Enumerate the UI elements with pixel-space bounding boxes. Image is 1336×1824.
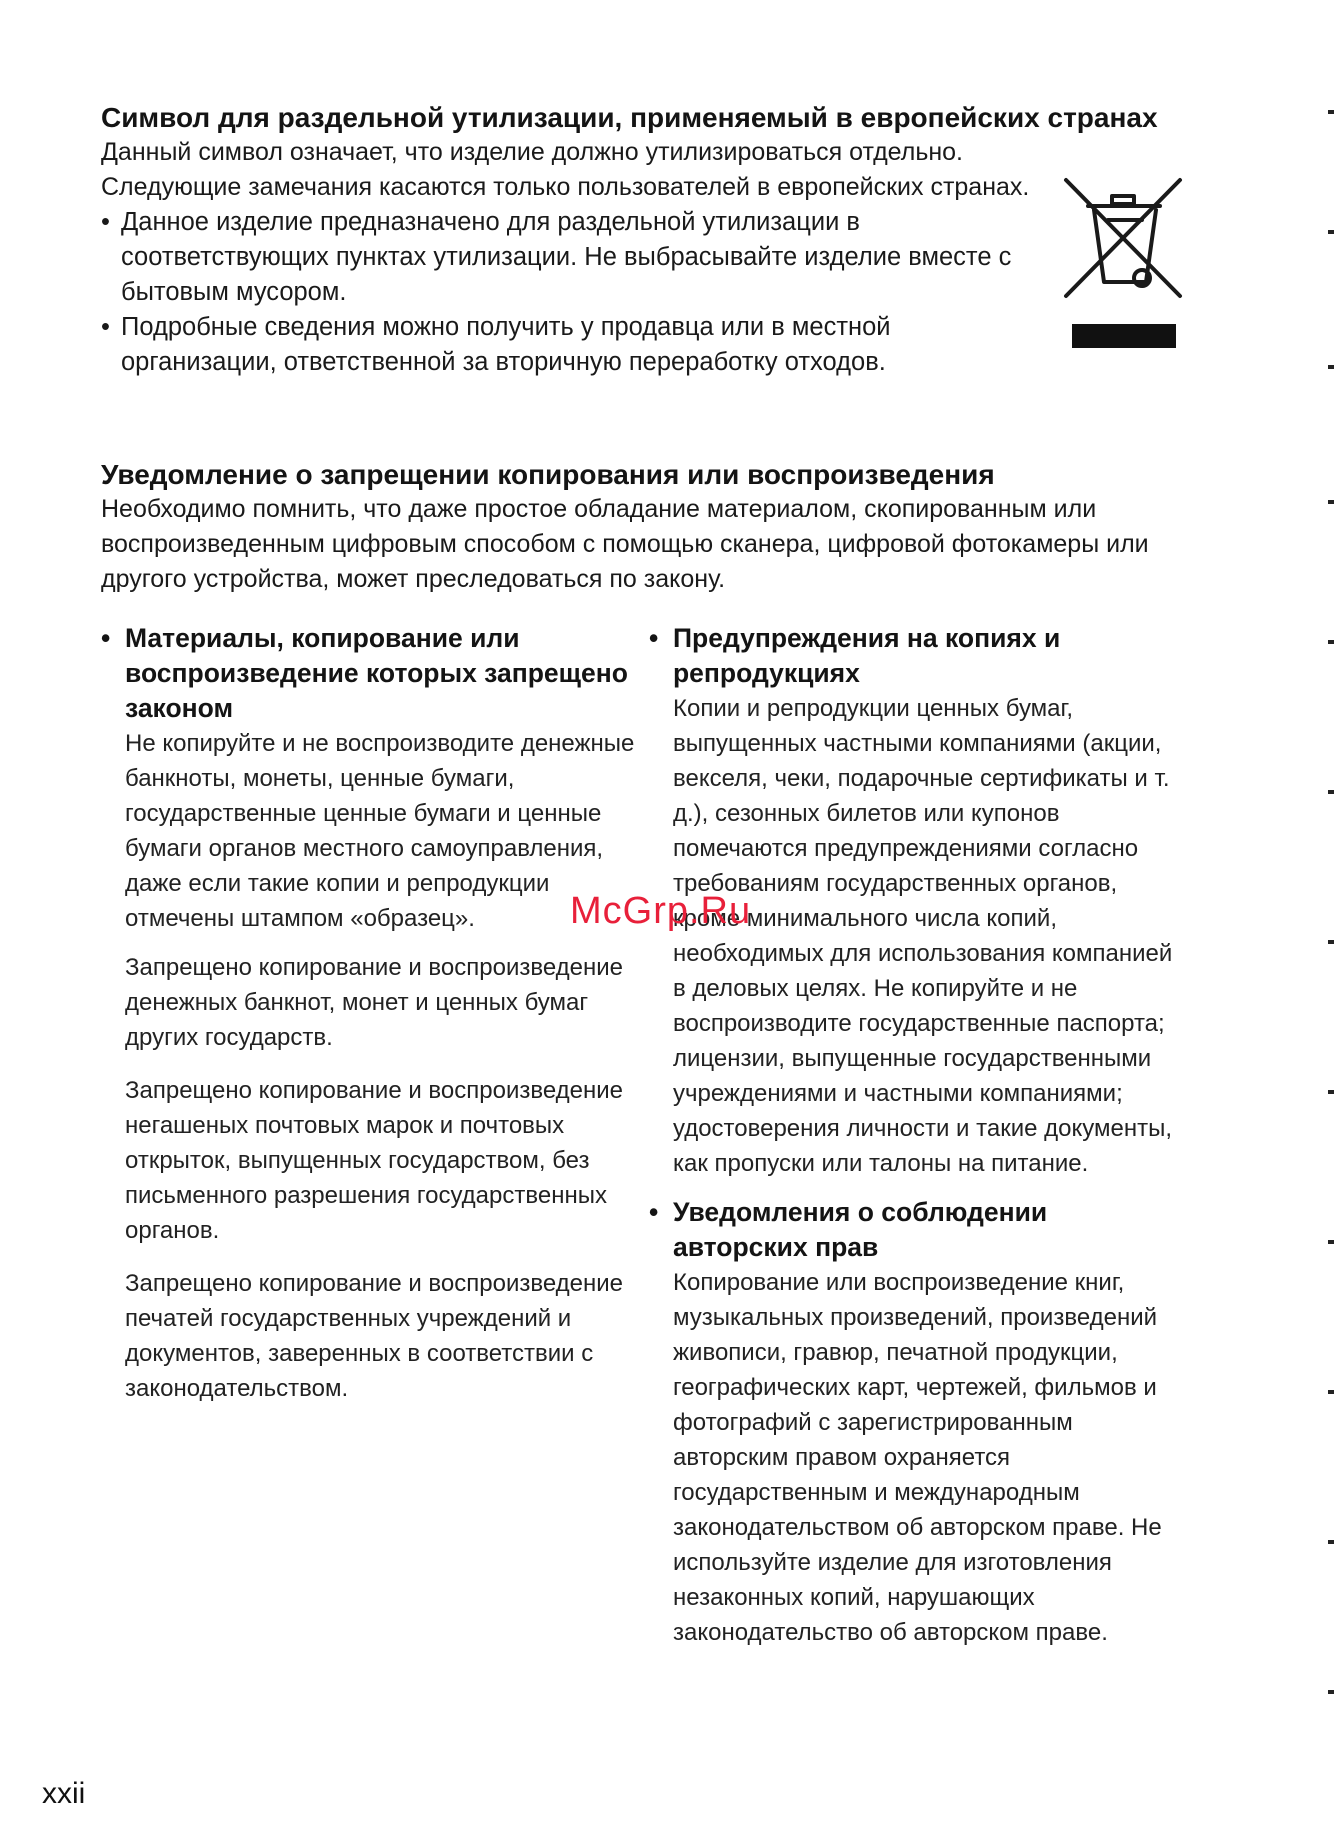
copy-notice-title: Уведомление о запрещении копирования или воспроизведения (101, 459, 995, 490)
prohibited-paragraph: Запрещено копирование и воспроизведение денежных банкнот, монет и ценных бумаг других государств. (125, 954, 624, 1051)
prohibited-paragraph: Не копируйте и не воспроизводите денежные банкноты, монеты, ценные бумаги, государственные ценные бумаги и ценные бумаги органов местного самоуправления, даже если такие копии и репродукции отмечены штампом «образец». (125, 730, 635, 932)
warnings-heading: • Предупреждения на копиях и репродукциях (649, 623, 1061, 688)
copyright-heading: • Уведомления о соблюдении авторских прав (649, 1197, 1048, 1262)
watermark: McGrp.Ru (570, 890, 752, 932)
disposal-title: Символ для раздельной утилизации, применяемый в европейских странах (101, 102, 1158, 133)
crossed-out-wheelie-bin-icon (1058, 174, 1188, 350)
disposal-section (101, 100, 1191, 380)
warnings-text: Копии и репродукции ценных бумаг, выпущенных частными компаниями (акции, векселя, чеки, подарочные сертификаты и т. д.), сезонных билетов или купонов помечаются предупреждениями согласно требованиям государственных органов, кроме минимального числа копий, необходимых для использования компанией в деловых целях. Не копируйте и не воспроизводите государственные паспорта; лицензии, выпущенные государственными учреждениями и частными компаниями; удостоверения личности и такие документы, как пропуски или талоны на питание. (673, 695, 1173, 1177)
prohibited-paragraph: Запрещено копирование и воспроизведение негашеных почтовых марок и почтовых открыток, выпущенных государством, без письменного разрешения государственных органов. (125, 1077, 624, 1244)
prohibited-paragraph: Запрещено копирование и воспроизведение печатей государственных учреждений и документов, заверенных в соответствии с законодательством. (125, 1270, 624, 1402)
disposal-bullet: • Данное изделие предназначено для раздельной утилизации в соответствующих пунктах утилизации. Не выбрасывайте изделие вместе с бытовым мусором. (101, 208, 1012, 306)
prohibited-materials-heading: • Материалы, копирование или воспроизведение которых запрещено законом (101, 623, 628, 723)
left-column (101, 621, 641, 1406)
page-number: xxii (42, 1777, 86, 1810)
disposal-bullet: • Подробные сведения можно получить у продавца или в местной организации, ответственной за вторичную переработку отходов. (101, 313, 891, 376)
disposal-body (101, 135, 1051, 380)
copy-notice-text: Необходимо помнить, что даже простое обладание материалом, скопированным или воспроизведенным цифровым способом с помощью сканера, цифровой фотокамеры или другого устройства, может преследоваться по закону. (101, 495, 1149, 593)
disposal-intro: Данный символ означает, что изделие должно утилизироваться отдельно. Следующие замечания касаются только пользователей в европейских странах. (101, 138, 1030, 201)
right-column (649, 621, 1189, 1650)
copy-notice-section (101, 457, 1191, 597)
copyright-text: Копирование или воспроизведение книг, музыкальных произведений, произведений живописи, гравюр, печатной продукции, географических карт, чертежей, фильмов и фотографий с зарегистрированным авторским правом охраняется государственным и международным законодательством об авторском праве. Не используйте изделие для изготовления незаконных копий, нарушающих законодательство об авторском праве. (673, 1269, 1162, 1646)
